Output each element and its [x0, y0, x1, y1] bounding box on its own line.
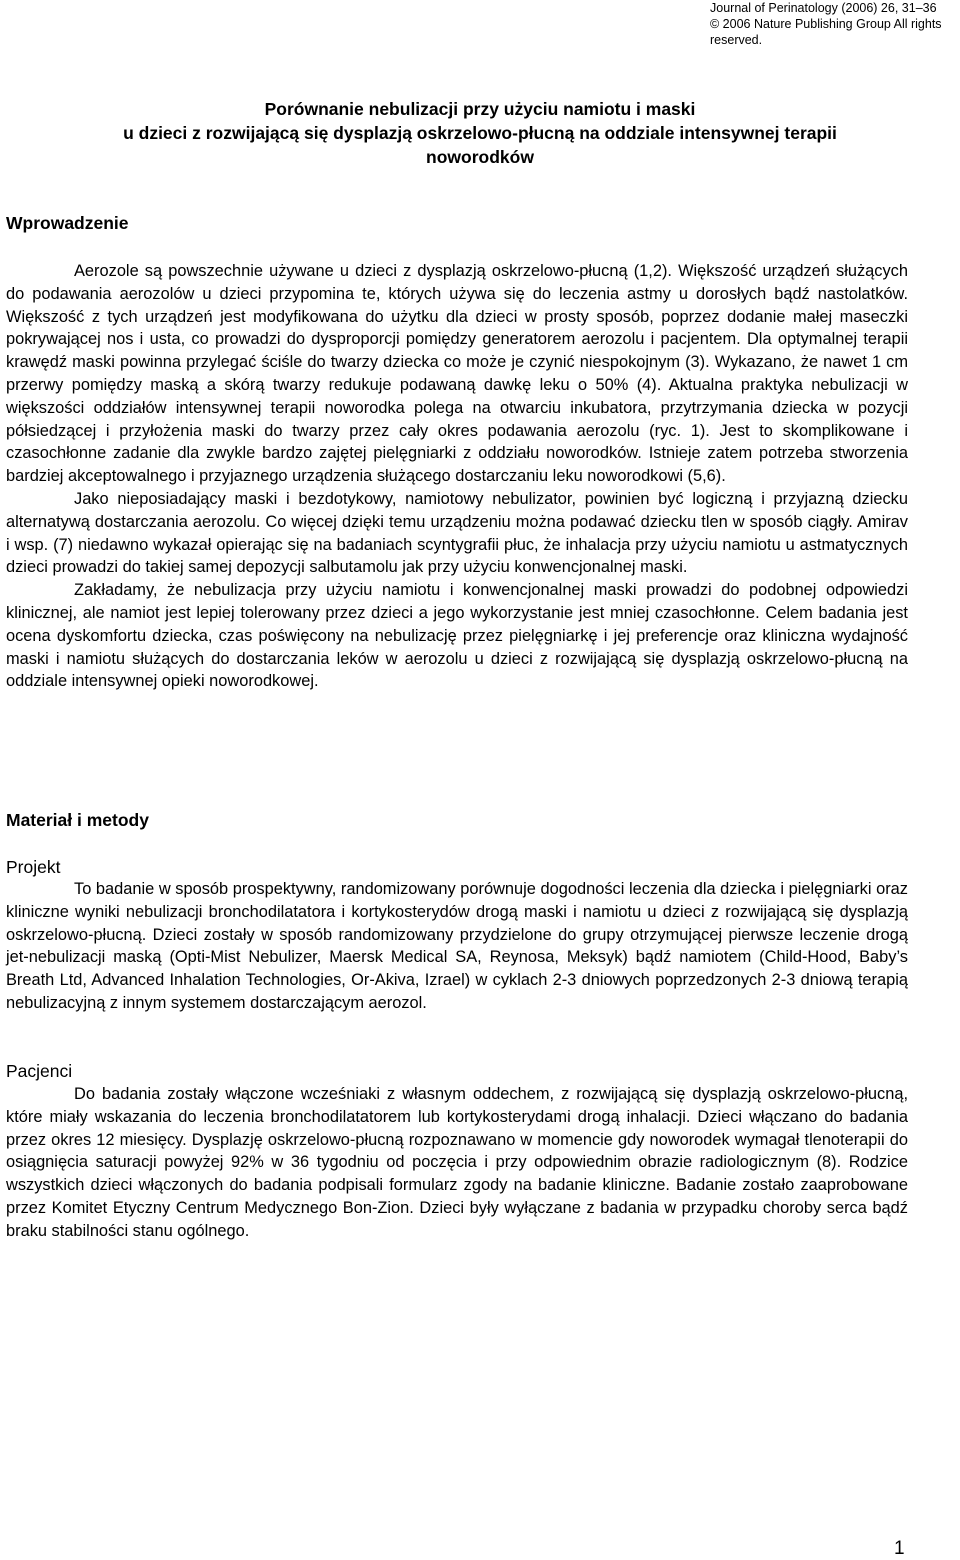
copyright-line: © 2006 Nature Publishing Group All rights reserved.: [710, 17, 942, 47]
patients-body: [6, 1083, 908, 1243]
page-number: 1: [894, 1538, 905, 1559]
section-heading-methods: Materiał i metody: [6, 810, 149, 830]
subheading-project: Projekt: [6, 857, 61, 877]
journal-citation: [710, 0, 955, 48]
section-heading-introduction: Wprowadzenie: [6, 213, 129, 233]
title-line-1: Porównanie nebulizacji przy użyciu namiotu i maski: [264, 99, 696, 119]
title-line-2: u dzieci z rozwijającą się dysplazją oskrzelowo-płucną na oddziale intensywnej terapii: [123, 123, 837, 143]
journal-line: Journal of Perinatology (2006) 26, 31–36: [710, 1, 937, 15]
project-body: [6, 878, 908, 1015]
article-title: [30, 97, 930, 169]
title-line-3: noworodków: [426, 147, 534, 167]
introduction-body: [6, 260, 908, 693]
paragraph: Zakładamy, że nebulizacja przy użyciu namiotu i konwencjonalnej maski prowadzi do podobnej odpowiedzi klinicznej, ale namiot jest lepiej tolerowany przez dzieci a jego wykorzystanie jest mniej czasochłonne. Celem badania jest ocena dyskomfortu dziecka, czas poświęcony na nebulizację przez pielęgniarkę i jej preferencje oraz kliniczna wydajność maski i namiotu służących do dostarczania leków w aerozolu u dzieci z rozwijającą się dysplazją oskrzelowo-płucną na oddziale intensywnej opieki noworodkowej.: [6, 581, 908, 691]
paragraph: To badanie w sposób prospektywny, randomizowany porównuje dogodności leczenia dla dziecka i pielęgniarki oraz kliniczne wyniki nebulizacji bronchodilatatora i kortykosterydów drogą maski i namiotu u dzieci z rozwijającą się dysplazją oskrzelowo-płucną. Dzieci zostały w sposób randomizowany przydzielone do grupy otrzymującej pierwsze leczenie drogą jet-nebulizacji maską (Opti-Mist Nebulizer, Maersk Medical SA, Reynosa, Meksyk) bądź namiotem (Child-Hood, Baby’s Breath Ltd, Advanced Inhalation Technologies, Or-Akiva, Izrael) w cyklach 2-3 dniowych poprzedzonych 2-3 dniową terapią nebulizacyjną z innym systemem dostarczającym aerozol.: [6, 880, 908, 1012]
paragraph: Jako nieposiadający maski i bezdotykowy, namiotowy nebulizator, powinien być logiczną i przyjazną dziecku alternatywą dostarczania aerozolu. Co więcej dzięki temu urządzeniu można podawać dziecku tlen w sposób ciągły. Amirav i wsp. (7) niedawno wykazał opierając się na badaniach scyntygrafii płuc, że inhalacja przy użyciu namiotu u astmatycznych dzieci prowadzi do takiej samej depozycji salbutamolu jak przy użyciu konwencjonalnej maski.: [6, 489, 908, 577]
paragraph: Do badania zostały włączone wcześniaki z własnym oddechem, z rozwijającą się dysplazją oskrzelowo-płucną, które miały wskazania do leczenia bronchodilatatorem lub kortykosterydami drogą inhalacji. Dzieci włączano do badania przez okres 12 miesięcy. Dysplazję oskrzelowo-płucną rozpoznawano w momencie gdy noworodek wymagał tlenoterapii do osiągnięcia saturacji powyżej 92% w 36 tygodniu od poczęcia i przy odpowiednim obrazie radiologicznym (8). Rodzice wszystkich dzieci włączonych do badania podpisali formularz zgody na badanie kliniczne. Badanie zostało zaaprobowane przez Komitet Etyczny Centrum Medycznego Bon-Zion. Dzieci były wyłączane z badania w przypadku choroby serca bądź braku stabilności stanu ogólnego.: [6, 1085, 908, 1240]
paragraph: Aerozole są powszechnie używane u dzieci z dysplazją oskrzelowo-płucną (1,2). Większość urządzeń służących do podawania aerozolów u dzieci przypomina te, których używa się do leczenia astmy u dorosłych bądź nastolatków. Większość z tych urządzeń jest modyfikowana do użytku dla dzieci w prosty sposób, poprzez dodanie małej maseczki pokrywającej nos i usta, co prowadzi do dysproporcji pomiędzy generatorem aerozolu i pacjentem. Dla optymalnej terapii krawędź maski powinna przylegać ściśle do twarzy dziecka co może je czynić niespokojnym (3). Wykazano, że nawet 1 cm przerwy pomiędzy maską a skórą twarzy redukuje podawaną dawkę leku o 50% (4). Aktualna praktyka nebulizacji w większości oddziałów intensywnej terapii noworodka polega na otwarciu inkubatora, przytrzymania dziecka w pozycji półsiedzącej i przyłożenia maski do twarzy przez cały okres podawania aerozolu (ryc. 1). Jest to skomplikowane i czasochłonne zadanie dla zwykle bardzo zajętej pielęgniarki z oddziału noworodków. Istnieje zatem potrzeba stworzenia bardziej akceptowalnego i przyjaznego urządzenia służącego dostarczaniu leku noworodkowi (5,6).: [6, 262, 908, 486]
subheading-patients: Pacjenci: [6, 1061, 73, 1081]
